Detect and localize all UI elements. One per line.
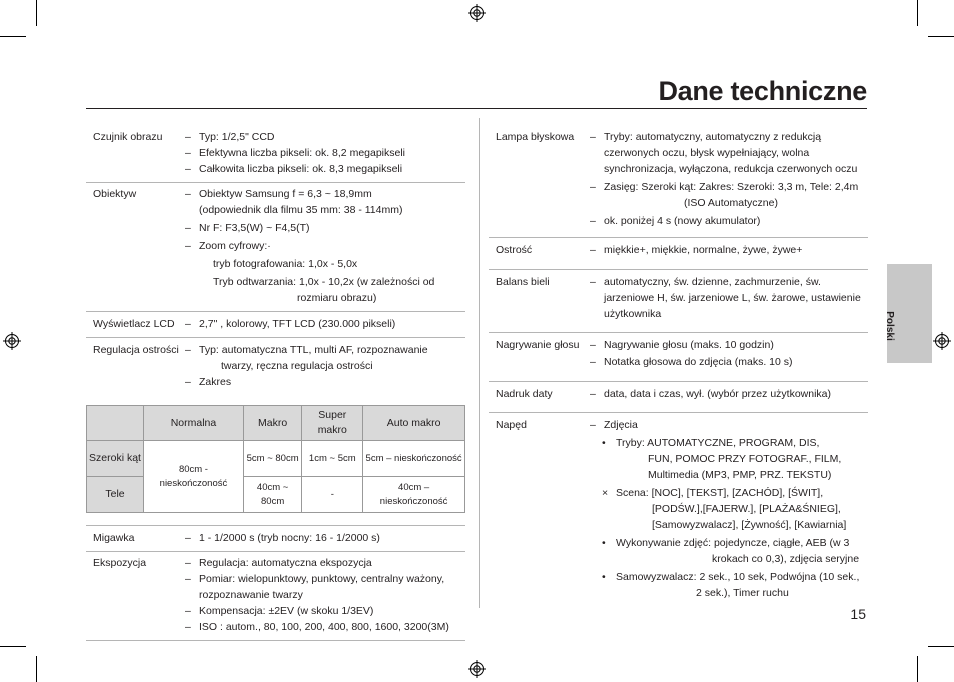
spec-value: ok. poniżej 4 s (nowy akumulator) <box>604 215 761 227</box>
spec-column-right <box>489 128 868 606</box>
spec-value: 1 - 1/2000 s (tryb nocny: 16 - 1/2000 s) <box>199 532 380 544</box>
spec-row-flash <box>489 128 868 238</box>
spec-label: Regulacja ostrości <box>93 344 179 356</box>
table-header-row <box>87 406 465 441</box>
spec-value: Notatka głosowa do zdjęcia (maks. 10 s) <box>604 356 793 368</box>
spec-value: synchronizacja, wyłączona, redukcja czerwonych oczu <box>604 163 858 175</box>
spec-column-left <box>86 128 465 641</box>
spec-row-sensor <box>86 128 465 183</box>
spec-value: Całkowita liczba pikseli: ok. 8,3 megapikseli <box>199 163 403 175</box>
dash: – <box>185 376 191 388</box>
column-divider <box>479 118 480 608</box>
spec-row-shutter <box>86 525 465 552</box>
spec-value: jarzeniowe H, św. jarzeniowe L, św. żarowe, ustawienie <box>604 292 861 304</box>
dash: – <box>590 419 596 431</box>
dash: – <box>590 388 596 400</box>
spec-label: Nagrywanie głosu <box>496 339 580 351</box>
spec-value: Scena: [NOC], [TEKST], [ZACHÓD], [ŚWIT], <box>616 487 824 499</box>
spec-label: Lampa błyskowa <box>496 131 575 143</box>
page-title: Dane techniczne <box>658 76 867 106</box>
crop-mark <box>0 36 26 37</box>
spec-value: Wykonywanie zdjęć: pojedyncze, ciągłe, AEB (w 3 <box>616 537 850 549</box>
dash: – <box>185 532 191 544</box>
spec-value: rozpoznawanie twarzy <box>199 589 303 601</box>
spec-value: miękkie+, miękkie, normalne, żywe, żywe+ <box>604 244 803 256</box>
note-mark: × <box>602 487 609 499</box>
spec-row-drive <box>489 413 868 606</box>
focus-range-table <box>86 405 465 513</box>
table-cell: 40cm ~ 80cm <box>243 477 301 513</box>
spec-value: (odpowiednik dla filmu 35 mm: 38 - 114mm) <box>199 204 403 216</box>
language-tab <box>884 264 932 363</box>
spec-value: Kompensacja: ±2EV (w skoku 1/3EV) <box>199 605 374 617</box>
table-row-label: Szeroki kąt <box>87 441 144 477</box>
spec-value: Multimedia (MP3, PMP, PRZ. TEKSTU) <box>648 469 832 481</box>
spec-value: Efektywna liczba pikseli: ok. 8,2 megapikseli <box>199 147 406 159</box>
spec-label: Nadruk daty <box>496 388 553 400</box>
spec-value: Nr F: F3,5(W) ~ F4,5(T) <box>199 222 310 234</box>
registration-mark-icon <box>933 332 951 350</box>
dash: – <box>185 344 191 356</box>
spec-value: twarzy, ręczna regulacja ostrości <box>221 360 373 372</box>
table-header-cell: Normalna <box>144 406 244 441</box>
dash: – <box>590 339 596 351</box>
spec-value: Obiektyw Samsung f = 6,3 ~ 18,9mm <box>199 188 372 200</box>
registration-mark-icon <box>3 332 21 350</box>
spec-value: Zdjęcia <box>604 419 638 431</box>
crop-mark <box>928 36 954 37</box>
spec-value: ISO : autom., 80, 100, 200, 400, 800, 1600, 3200(3M) <box>199 621 449 633</box>
bullet: • <box>602 437 606 449</box>
spec-label: Obiektyw <box>93 188 137 200</box>
dash: – <box>185 621 191 633</box>
spec-value: (ISO Automatyczne) <box>684 197 778 209</box>
crop-mark <box>917 0 918 26</box>
registration-mark-icon <box>468 660 486 678</box>
spec-label: Migawka <box>93 532 135 544</box>
dash: – <box>185 163 191 175</box>
spec-value: [Samowyzwalacz], [Żywność], [Kawiarnia] <box>652 519 847 531</box>
dash: – <box>185 557 191 569</box>
table-corner-cell <box>87 406 144 441</box>
spec-value: użytkownika <box>604 308 662 320</box>
table-row <box>87 477 465 513</box>
bullet: • <box>602 571 606 583</box>
dash: – <box>590 215 596 227</box>
dash: – <box>590 356 596 368</box>
table-cell: - <box>302 477 363 513</box>
dash: – <box>590 181 596 193</box>
spec-value: Tryby: automatyczny, automatyczny z redukcją <box>604 131 822 143</box>
spec-value: krokach co 0,3), zdjęcia seryjne <box>712 553 860 565</box>
spec-value: Regulacja: automatyczna ekspozycja <box>199 557 372 569</box>
spec-value: Nagrywanie głosu (maks. 10 godzin) <box>604 339 774 351</box>
spec-value: FUN, POMOC PRZY FOTOGRAF., FILM, <box>648 453 842 465</box>
crop-mark <box>36 656 37 682</box>
spec-label: Czujnik obrazu <box>93 131 163 143</box>
spec-value: Zasięg: Szeroki kąt: Zakres: Szeroki: 3,3 m, Tele: 2,4m <box>604 181 859 193</box>
registration-mark-icon <box>468 4 486 22</box>
dash: – <box>590 276 596 288</box>
spec-row-display <box>86 312 465 338</box>
spec-value: 2 sek.), Timer ruchu <box>696 587 789 599</box>
dash: – <box>185 573 191 585</box>
spec-value: Typ: automatyczna TTL, multi AF, rozpoznawanie <box>199 344 428 356</box>
spec-row-focus <box>86 338 465 395</box>
spec-value: tryb fotografowania: 1,0x - 5,0x <box>213 258 358 270</box>
spec-value: Tryb odtwarzania: 1,0x - 10,2x (w zależności od <box>213 276 435 288</box>
spec-value: Tryby: AUTOMATYCZNE, PROGRAM, DIS, <box>616 437 820 449</box>
spec-label: Ekspozycja <box>93 557 147 569</box>
spec-row-date-imprint <box>489 382 868 413</box>
dash: – <box>590 131 596 143</box>
spec-value: Zoom cyfrowy:· <box>199 240 271 252</box>
spec-value: automatyczny, św. dzienne, zachmurzenie, św. <box>604 276 821 288</box>
dash: – <box>185 131 191 143</box>
dash: – <box>590 244 596 256</box>
spec-label: Wyświetlacz LCD <box>93 318 175 330</box>
table-header-cell: Super makro <box>302 406 363 441</box>
dash: – <box>185 147 191 159</box>
spec-row-exposure <box>86 552 465 641</box>
spec-value: rozmiaru obrazu) <box>297 292 377 304</box>
spec-value: data, data i czas, wył. (wybór przez użytkownika) <box>604 388 832 400</box>
crop-mark <box>0 646 26 647</box>
dash: – <box>185 188 191 200</box>
spec-row-voice <box>489 333 868 382</box>
crop-mark <box>36 0 37 26</box>
spec-value: [PODŚW.],[FAJERW.], [PLAŻA&ŚNIEG], <box>652 503 841 515</box>
dash: – <box>185 240 191 252</box>
spec-label: Ostrość <box>496 244 533 256</box>
table-row-label: Tele <box>87 477 144 513</box>
dash: – <box>185 318 191 330</box>
table-cell: 5cm ~ 80cm <box>243 441 301 477</box>
crop-mark <box>928 646 954 647</box>
spec-row-white-balance <box>489 270 868 333</box>
spec-value: Samowyzwalacz: 2 sek., 10 sek, Podwójna (10 sek., <box>616 571 860 583</box>
table-header-cell: Makro <box>243 406 301 441</box>
table-header-cell: Auto makro <box>363 406 465 441</box>
page-number: 15 <box>850 606 866 622</box>
table-cell: 1cm ~ 5cm <box>302 441 363 477</box>
spec-value: 2,7" , kolorowy, TFT LCD (230.000 pikseli) <box>199 318 396 330</box>
table-cell: 80cm - nieskończoność <box>144 441 244 513</box>
language-tab-label: Polski <box>884 311 895 341</box>
spec-row-sharpness <box>489 238 868 270</box>
spec-label: Balans bieli <box>496 276 550 288</box>
table-cell: 5cm – nieskończoność <box>363 441 465 477</box>
table-row <box>87 441 465 477</box>
crop-mark <box>917 656 918 682</box>
bullet: • <box>602 537 606 549</box>
spec-value: Zakres <box>199 376 232 388</box>
title-divider <box>86 108 867 109</box>
spec-value: Typ: 1/2,5" CCD <box>199 131 275 143</box>
dash: – <box>185 605 191 617</box>
table-cell: 40cm – nieskończoność <box>363 477 465 513</box>
spec-value: Pomiar: wielopunktowy, punktowy, centralny ważony, <box>199 573 445 585</box>
dash: – <box>185 222 191 234</box>
spec-row-lens <box>86 183 465 312</box>
spec-value: czerwonych oczu, błysk wypełniający, wolna <box>604 147 810 159</box>
spec-label: Napęd <box>496 419 527 431</box>
